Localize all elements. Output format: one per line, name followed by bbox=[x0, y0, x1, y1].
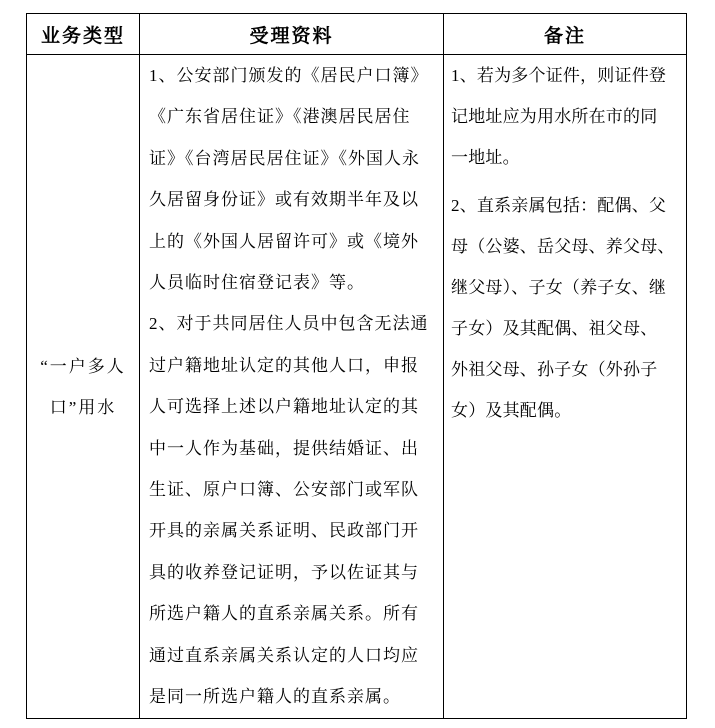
business-type-line: “一户多人 bbox=[40, 356, 126, 376]
remarks-paragraph-1 bbox=[451, 55, 679, 178]
materials-line: 《广东省居住证》《港澳居民居住 bbox=[149, 107, 411, 127]
water-service-table bbox=[26, 13, 687, 719]
materials-line: 2、对于共同居住人员中包含无法通 bbox=[149, 314, 429, 334]
remarks-line: 继父母）、子女（养子女、继 bbox=[451, 278, 667, 297]
materials-line: 证》《台湾居民居住证》《外国人永 bbox=[149, 148, 420, 168]
header-label-materials: 受理资料 bbox=[249, 25, 334, 47]
materials-line: 过户籍地址认定的其他人口，申报 bbox=[149, 355, 419, 375]
materials-line: 所选户籍人的直系亲属关系。所有 bbox=[149, 604, 419, 624]
materials-line: 具的收养登记证明，予以佐证其与 bbox=[149, 562, 419, 582]
materials-line: 通过直系亲属关系认定的人口均应 bbox=[149, 645, 419, 665]
materials-line: 生证、原户口簿、公安部门或军队 bbox=[149, 480, 419, 500]
materials-line: 人可选择上述以户籍地址认定的其 bbox=[149, 397, 419, 417]
cell-materials bbox=[140, 55, 444, 718]
remarks-line: 2、直系亲属包括：配偶、父 bbox=[451, 196, 667, 215]
remarks-line: 子女）及其配偶、祖父母、 bbox=[451, 319, 658, 338]
remarks-line: 外祖父母、孙子女（外孙子 bbox=[451, 360, 658, 379]
materials-line: 1、公安部门颁发的《居民户口簿》 bbox=[149, 66, 429, 85]
remarks-line: 女）及其配偶。 bbox=[451, 401, 572, 420]
header-label-business-type: 业务类型 bbox=[40, 25, 125, 47]
materials-line: 是同一所选户籍人的直系亲属。 bbox=[149, 687, 401, 707]
business-type-line: 口”用水 bbox=[49, 397, 117, 417]
remarks-line: 母（公婆、岳父母、养父母、 bbox=[451, 237, 675, 256]
materials-line: 久居留身份证》或有效期半年及以 bbox=[149, 190, 419, 210]
cell-business-type bbox=[27, 55, 140, 718]
header-cell-remarks bbox=[444, 14, 686, 55]
header-cell-materials bbox=[140, 14, 444, 55]
materials-line: 开具的亲属关系证明、民政部门开 bbox=[149, 521, 419, 541]
materials-line: 人员临时住宿登记表》等。 bbox=[149, 273, 365, 293]
remarks-line: 记地址应为用水所在市的同 bbox=[451, 107, 658, 126]
remarks-line: 一地址。 bbox=[451, 148, 520, 167]
materials-line: 中一人作为基础，提供结婚证、出 bbox=[149, 438, 419, 458]
header-label-remarks: 备注 bbox=[543, 25, 586, 47]
remarks-paragraph-2 bbox=[451, 185, 679, 431]
header-cell-business-type bbox=[27, 14, 140, 55]
cell-remarks bbox=[444, 55, 686, 718]
materials-line: 上的《外国人居留许可》或《境外 bbox=[149, 231, 419, 251]
remarks-line: 1、若为多个证件，则证件登 bbox=[451, 66, 667, 85]
